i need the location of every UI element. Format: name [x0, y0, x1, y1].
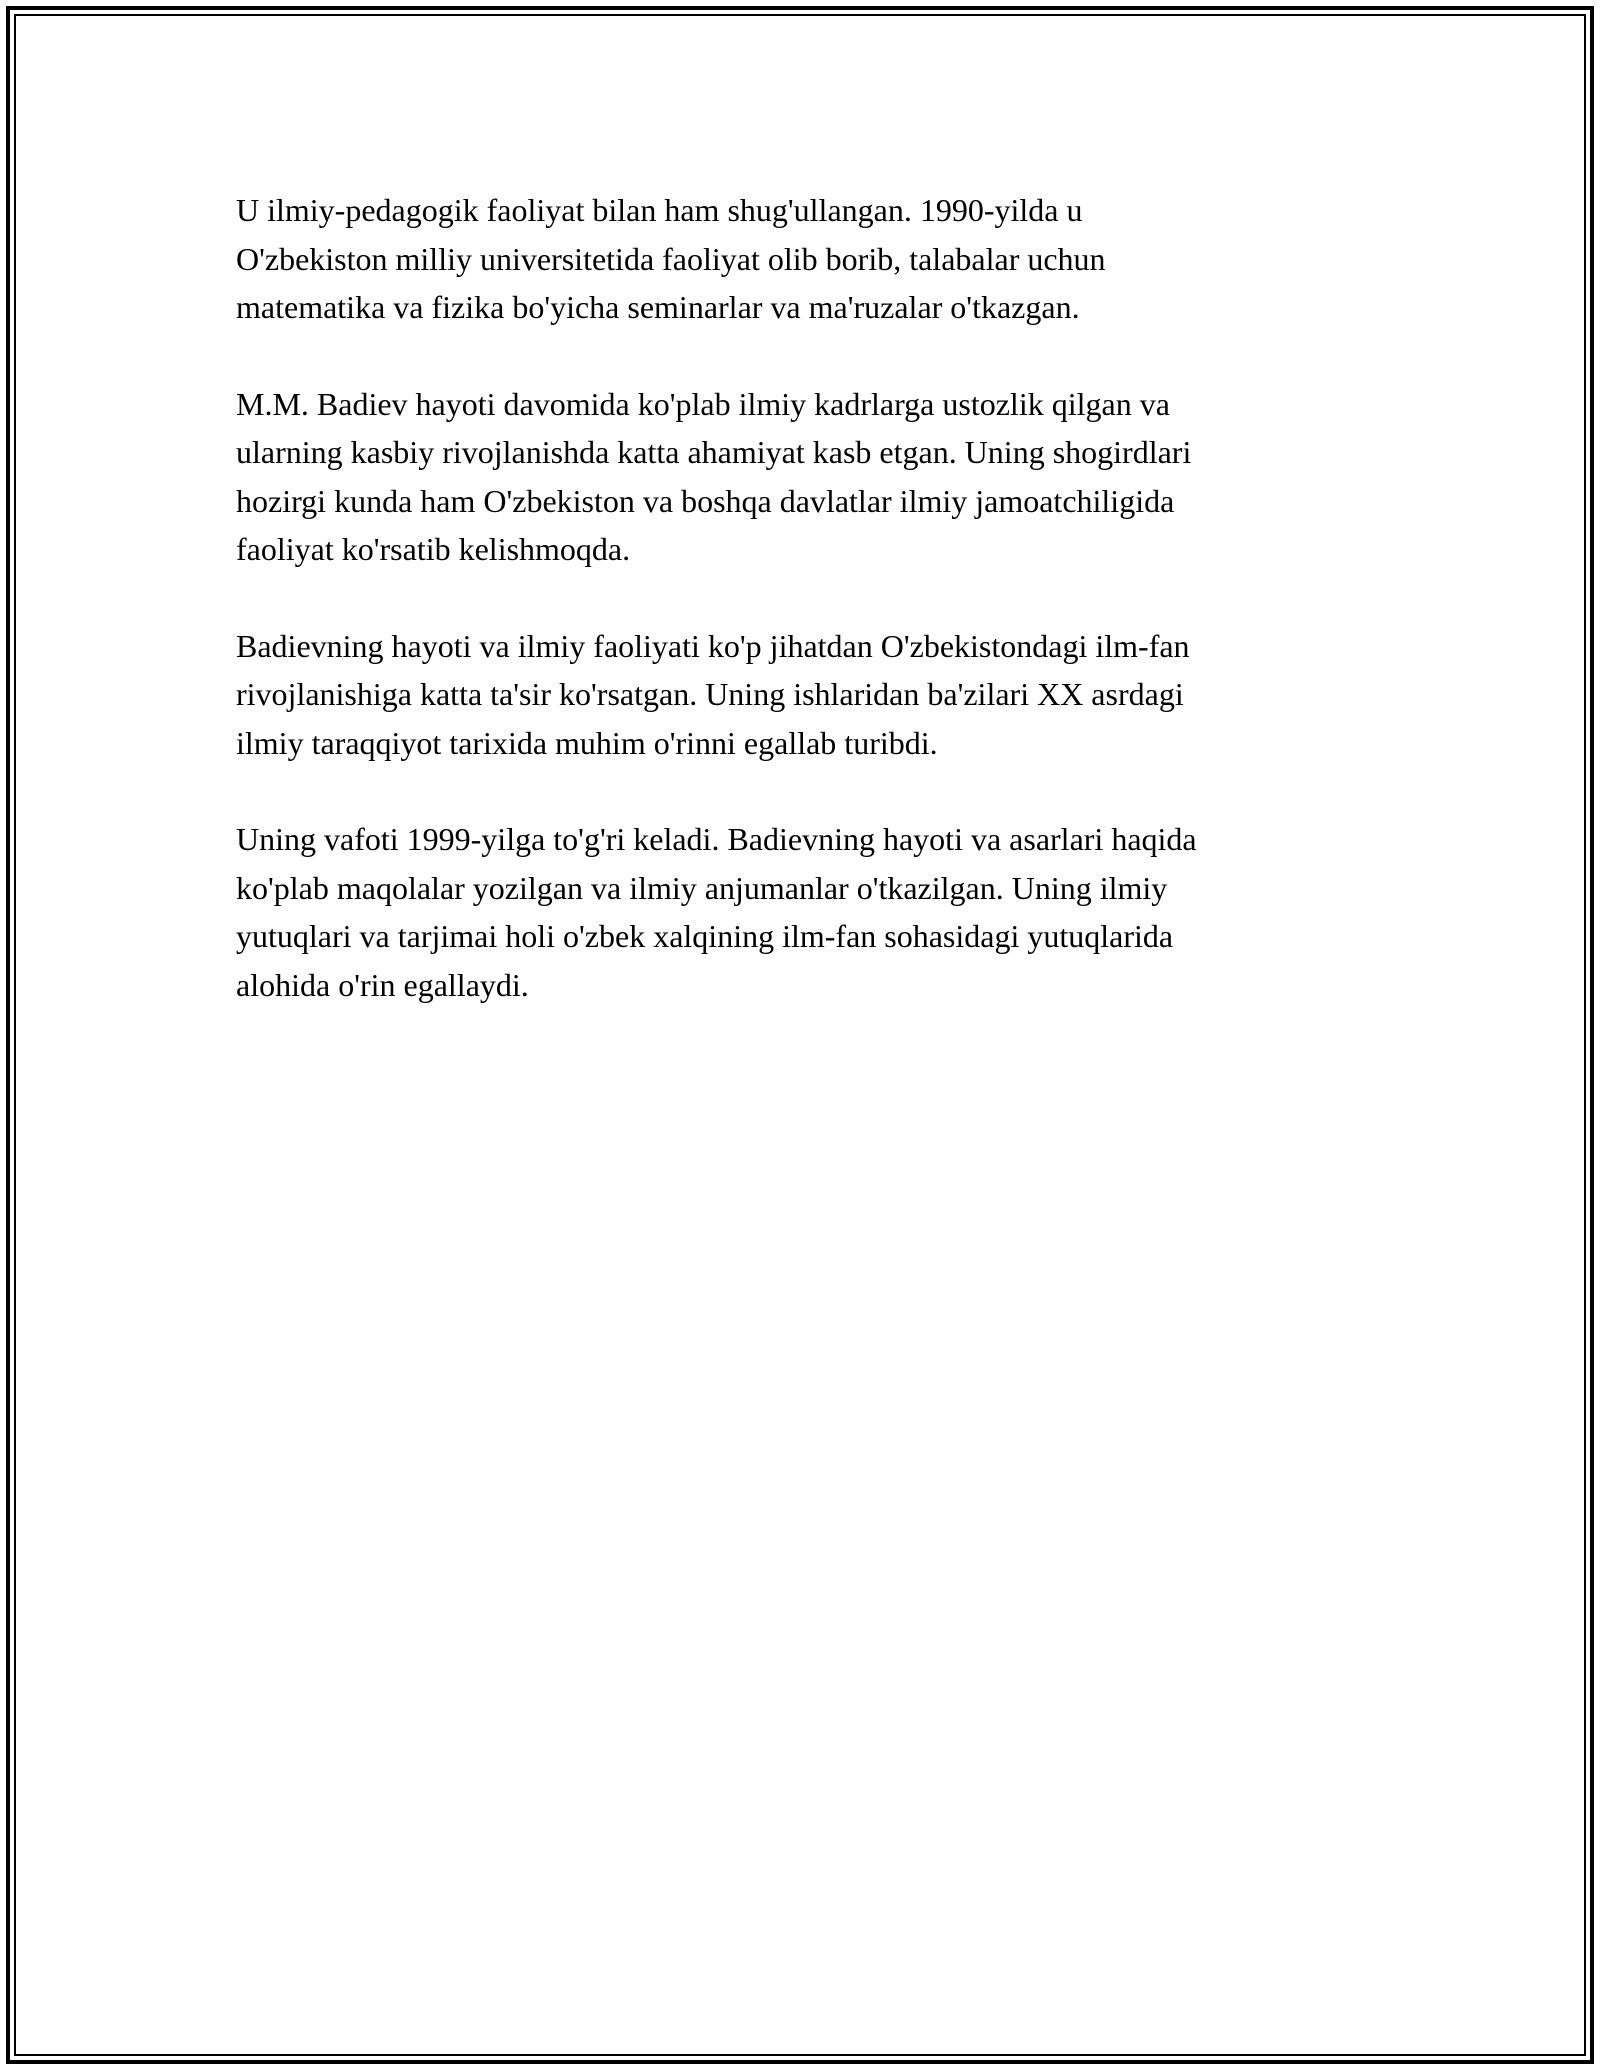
paragraph-2: M.M. Badiev hayoti davomida ko'plab ilmiy kadrlarga ustozlik qilgan va ularning kasbiy rivojlanishda katta ahamiyat kasb etgan. Uning shogirdlari hozirgi kunda ham O'zbekiston va boshqa davlatlar ilmiy jamoatchiligida faoliyat ko'rsatib kelishmoqda.	[236, 385, 1192, 567]
paragraph-3: Badievning hayoti va ilmiy faoliyati ko'p jihatdan O'zbekistondagi ilm-fan rivojlanishiga katta ta'sir ko'rsatgan. Uning ishlaridan ba'zilari XX asrdagi ilmiy taraqqiyot tarixida muhim o'rinni egallab turibdi.	[236, 627, 1190, 761]
paragraph-4: Uning vafoti 1999-yilga to'g'ri keladi. Badievning hayoti va asarlari haqida ko'plab maqolalar yozilgan va ilmiy anjumanlar o'tkazilgan. Uning ilmiy yutuqlari va tarjimai holi o'zbek xalqining ilm-fan sohasidagi yutuqlarida alohida o'rin egallaydi.	[236, 821, 1197, 1003]
document-body	[236, 186, 1376, 1057]
paragraph-1: U ilmiy-pedagogik faoliyat bilan ham shug'ullangan. 1990-yilda u O'zbekiston milliy universitetida faoliyat olib borib, talabalar uchun matematika va fizika bo'yicha seminarlar va ma'ruzalar o'tkazgan.	[236, 192, 1106, 325]
